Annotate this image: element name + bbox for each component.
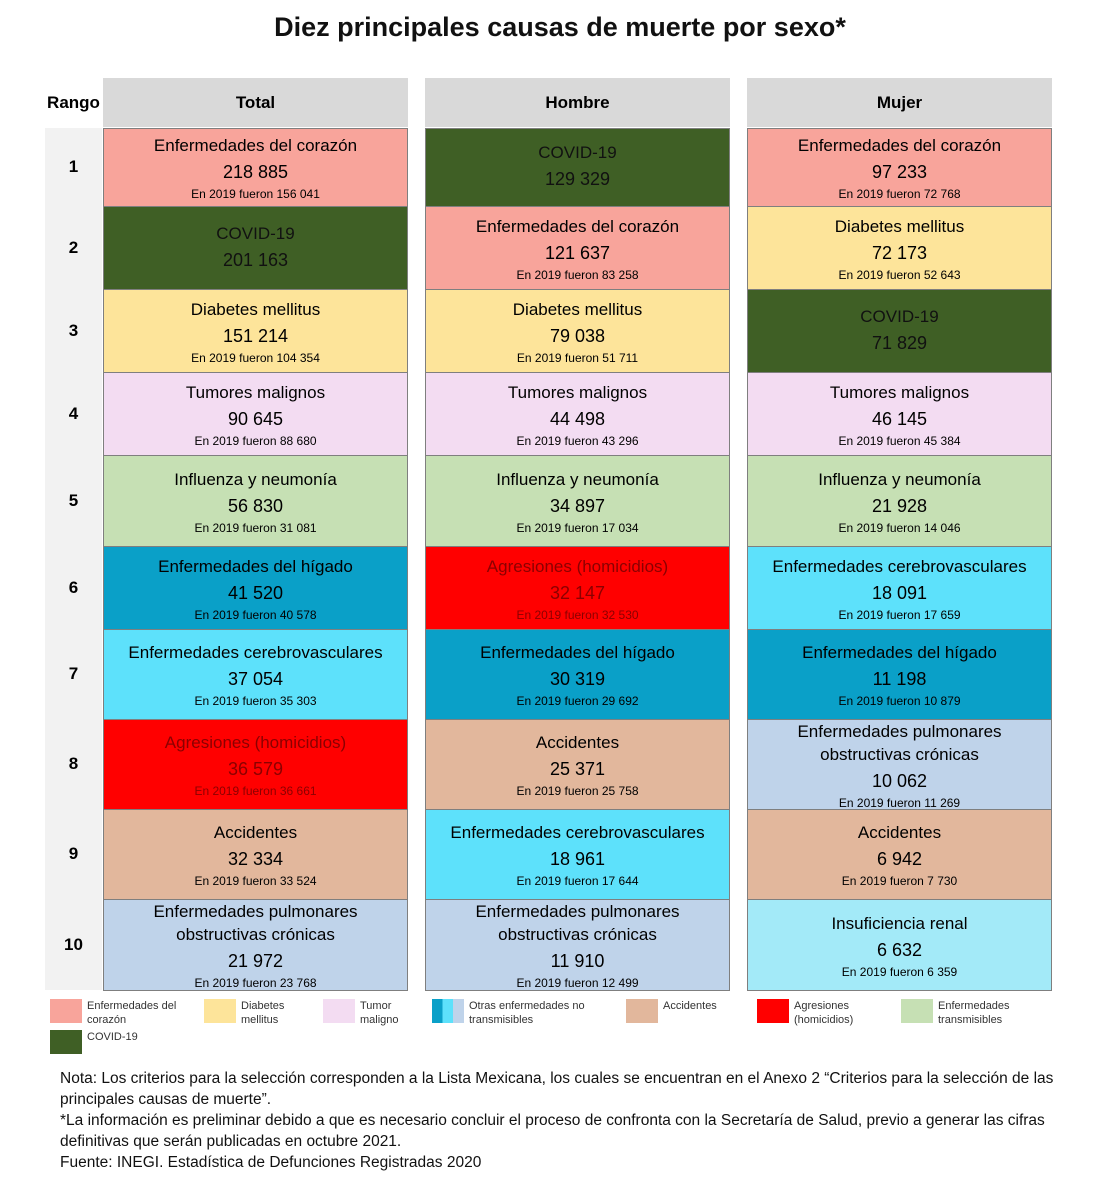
rank-number: 1 [45, 128, 102, 207]
cause-cell-hombre [425, 719, 730, 810]
legend-item [432, 999, 622, 1027]
note-criteria: Nota: Los criterios para la selección corresponden a la Lista Mexicana, los cuales se encuentran en el Anexo 2 “Criterios para la selección de las principales causas de muerte”. [60, 1070, 1054, 1108]
previous-year-count: En 2019 fueron 17 034 [516, 520, 639, 535]
death-count: 18 091 [871, 582, 928, 603]
cause-cell-hombre [425, 809, 730, 900]
cause-name: Diabetes mellitus [512, 299, 643, 319]
cause-cell-hombre [425, 546, 730, 630]
cause-name: Agresiones (homicidios) [164, 733, 347, 752]
death-count: 71 829 [871, 332, 928, 353]
previous-year-count: En 2019 fueron 35 303 [194, 694, 317, 708]
cause-cell-mujer [747, 372, 1052, 456]
legend-label: Tumor maligno [360, 1000, 399, 1026]
cause-cell-hombre [425, 372, 730, 456]
death-count: 46 145 [871, 408, 928, 429]
death-count: 56 830 [227, 495, 284, 516]
rank-header: Rango [47, 92, 100, 112]
cause-name: Enfermedades del corazón [153, 136, 358, 155]
cause-name: COVID-19 [538, 143, 617, 162]
legend-label: Enfermedades transmisibles [938, 1000, 1010, 1026]
previous-year-count: En 2019 fueron 45 384 [838, 433, 961, 448]
previous-year-count: En 2019 fueron 29 692 [516, 694, 639, 708]
death-count: 21 928 [871, 495, 928, 516]
death-count: 218 885 [222, 162, 289, 182]
rank-number: 8 [45, 719, 102, 810]
rank-number: 2 [45, 206, 102, 290]
death-count: 21 972 [227, 951, 284, 971]
cause-name: Insuficiencia renal [831, 913, 968, 933]
page-title: Diez principales causas de muerte por sexo* [274, 12, 846, 42]
cause-name: Influenza y neumonía [818, 469, 981, 489]
previous-year-count: En 2019 fueron 51 711 [516, 350, 639, 365]
previous-year-count: En 2019 fueron 6 359 [841, 964, 958, 979]
cause-cell-total [103, 206, 408, 290]
cause-cell-hombre [425, 629, 730, 720]
previous-year-count: En 2019 fueron 31 081 [194, 520, 317, 535]
legend-swatch [204, 999, 236, 1023]
rank-number: 9 [45, 809, 102, 900]
cause-cell-mujer [747, 629, 1052, 720]
legend-item [50, 999, 200, 1027]
legend-item [626, 999, 751, 1023]
legend-swatch [626, 999, 658, 1023]
cause-cell-total [103, 289, 408, 373]
cause-name: Influenza y neumonía [174, 469, 337, 489]
previous-year-count: En 2019 fueron 11 269 [838, 795, 961, 810]
previous-year-count: En 2019 fueron 40 578 [194, 607, 317, 622]
cause-name: Enfermedades pulmonares obstructivas crónicas [797, 721, 1002, 764]
death-count: 32 334 [227, 849, 284, 869]
cause-name: Enfermedades pulmonares obstructivas crónicas [153, 902, 358, 944]
death-count: 6 942 [876, 849, 923, 869]
rank-number: 10 [45, 899, 102, 991]
cause-name: COVID-19 [216, 223, 295, 243]
cause-name: COVID-19 [860, 306, 939, 326]
death-count: 25 371 [549, 759, 606, 779]
death-count: 34 897 [549, 495, 606, 516]
cause-cell-total [103, 899, 408, 991]
cause-name: Accidentes [213, 823, 298, 842]
legend-item [50, 1030, 200, 1054]
death-count: 10 062 [871, 770, 928, 791]
cause-cell-hombre [425, 206, 730, 290]
cause-cell-hombre [425, 128, 730, 207]
cause-cell-mujer [747, 289, 1052, 373]
death-count: 129 329 [544, 169, 611, 189]
cause-name: Enfermedades pulmonares obstructivas crónicas [475, 902, 680, 944]
cause-name: Diabetes mellitus [190, 299, 321, 319]
cause-name: Enfermedades del hígado [158, 556, 353, 576]
cause-cell-mujer [747, 206, 1052, 290]
death-count: 18 961 [549, 849, 606, 869]
cause-cell-mujer [747, 719, 1052, 810]
previous-year-count: En 2019 fueron 25 758 [516, 784, 639, 798]
previous-year-count: En 2019 fueron 14 046 [838, 520, 961, 535]
legend-swatch [323, 999, 355, 1023]
column-header-mujer: Mujer [747, 78, 1052, 127]
previous-year-count: En 2019 fueron 72 768 [838, 187, 961, 201]
legend-label: Agresiones (homicidios) [794, 1000, 854, 1026]
cause-name: Diabetes mellitus [834, 216, 965, 236]
previous-year-count: En 2019 fueron 43 296 [516, 433, 639, 448]
death-count: 11 910 [550, 951, 605, 971]
previous-year-count: En 2019 fueron 10 879 [838, 694, 961, 708]
cause-name: Tumores malignos [185, 382, 326, 402]
cause-cell-total [103, 809, 408, 900]
death-count: 97 233 [871, 162, 928, 182]
cause-cell-hombre [425, 899, 730, 991]
previous-year-count: En 2019 fueron 156 041 [191, 187, 320, 201]
note-source: Fuente: INEGI. Estadística de Defunciones Registradas 2020 [60, 1154, 482, 1171]
cause-cell-mujer [747, 455, 1052, 547]
cause-name: Enfermedades cerebrovasculares [450, 823, 705, 842]
legend-item [901, 999, 1041, 1027]
legend-label: Diabetes mellitus [241, 1000, 285, 1026]
death-count: 79 038 [549, 325, 606, 346]
previous-year-count: En 2019 fueron 88 680 [194, 433, 317, 448]
cause-name: Enfermedades del hígado [480, 643, 675, 662]
death-count: 90 645 [227, 408, 284, 429]
rank-number: 4 [45, 372, 102, 456]
column-header-hombre: Hombre [425, 78, 730, 127]
legend-item [204, 999, 319, 1027]
rank-number: 7 [45, 629, 102, 720]
cause-name: Tumores malignos [829, 382, 970, 402]
cause-cell-hombre [425, 455, 730, 547]
death-count: 36 579 [227, 759, 284, 779]
note-preliminary: *La información es preliminar debido a que es necesario concluir el proceso de confronta con la Secretaría de Salud, previo a generar las cifras definitivas que serán publicadas en octubre 2021. [60, 1112, 1045, 1150]
previous-year-count: En 2019 fueron 12 499 [516, 976, 639, 990]
cause-cell-total [103, 455, 408, 547]
notes [60, 1068, 1060, 1173]
death-count: 72 173 [871, 242, 928, 263]
cause-cell-total [103, 629, 408, 720]
cause-name: Accidentes [857, 823, 942, 842]
legend-label: Otras enfermedades no transmisibles [469, 1000, 585, 1026]
cause-name: Enfermedades del corazón [475, 216, 680, 236]
previous-year-count: En 2019 fueron 17 644 [516, 874, 639, 888]
cause-cell-mujer [747, 546, 1052, 630]
cause-name: Tumores malignos [507, 382, 648, 402]
death-count: 11 198 [872, 669, 927, 689]
cause-name: Enfermedades cerebrovasculares [772, 556, 1027, 576]
legend-swatch [50, 999, 82, 1023]
previous-year-count: En 2019 fueron 32 530 [516, 607, 639, 622]
rank-number: 5 [45, 455, 102, 547]
legend-label: Accidentes [663, 1000, 717, 1012]
death-count: 151 214 [222, 325, 289, 346]
previous-year-count: En 2019 fueron 23 768 [194, 976, 317, 990]
rank-number: 3 [45, 289, 102, 373]
legend-swatch [432, 999, 464, 1023]
legend-item [323, 999, 428, 1027]
previous-year-count: En 2019 fueron 52 643 [838, 267, 961, 282]
cause-name: Agresiones (homicidios) [486, 556, 669, 576]
cause-cell-total [103, 719, 408, 810]
previous-year-count: En 2019 fueron 104 354 [191, 350, 320, 365]
death-count: 44 498 [549, 408, 606, 429]
cause-cell-hombre [425, 289, 730, 373]
death-count: 121 637 [544, 242, 611, 263]
previous-year-count: En 2019 fueron 7 730 [841, 874, 958, 888]
cause-cell-total [103, 372, 408, 456]
cause-cell-total [103, 546, 408, 630]
cause-name: Enfermedades del hígado [802, 643, 997, 662]
death-count: 41 520 [227, 582, 284, 603]
legend-swatch [757, 999, 789, 1023]
previous-year-count: En 2019 fueron 83 258 [516, 267, 639, 282]
cause-cell-mujer [747, 899, 1052, 991]
rank-number: 6 [45, 546, 102, 630]
cause-cell-total [103, 128, 408, 207]
previous-year-count: En 2019 fueron 33 524 [194, 874, 317, 888]
death-count: 6 632 [876, 939, 923, 960]
cause-cell-mujer [747, 128, 1052, 207]
previous-year-count: En 2019 fueron 36 661 [194, 784, 317, 798]
column-header-total: Total [103, 78, 408, 127]
death-count: 201 163 [222, 249, 289, 270]
cause-cell-mujer [747, 809, 1052, 900]
previous-year-count: En 2019 fueron 17 659 [838, 607, 961, 622]
cause-name: Enfermedades cerebrovasculares [128, 643, 383, 662]
cause-name: Enfermedades del corazón [797, 136, 1002, 155]
legend-swatch [50, 1030, 82, 1054]
death-count: 30 319 [549, 669, 606, 689]
legend-label: Enfermedades del corazón [87, 1000, 177, 1026]
cause-name: Influenza y neumonía [496, 469, 659, 489]
death-count: 32 147 [549, 582, 606, 603]
legend-label: COVID-19 [87, 1031, 138, 1043]
cause-name: Accidentes [535, 733, 620, 752]
legend-item [757, 999, 897, 1027]
death-count: 37 054 [227, 669, 284, 689]
legend-swatch [901, 999, 933, 1023]
